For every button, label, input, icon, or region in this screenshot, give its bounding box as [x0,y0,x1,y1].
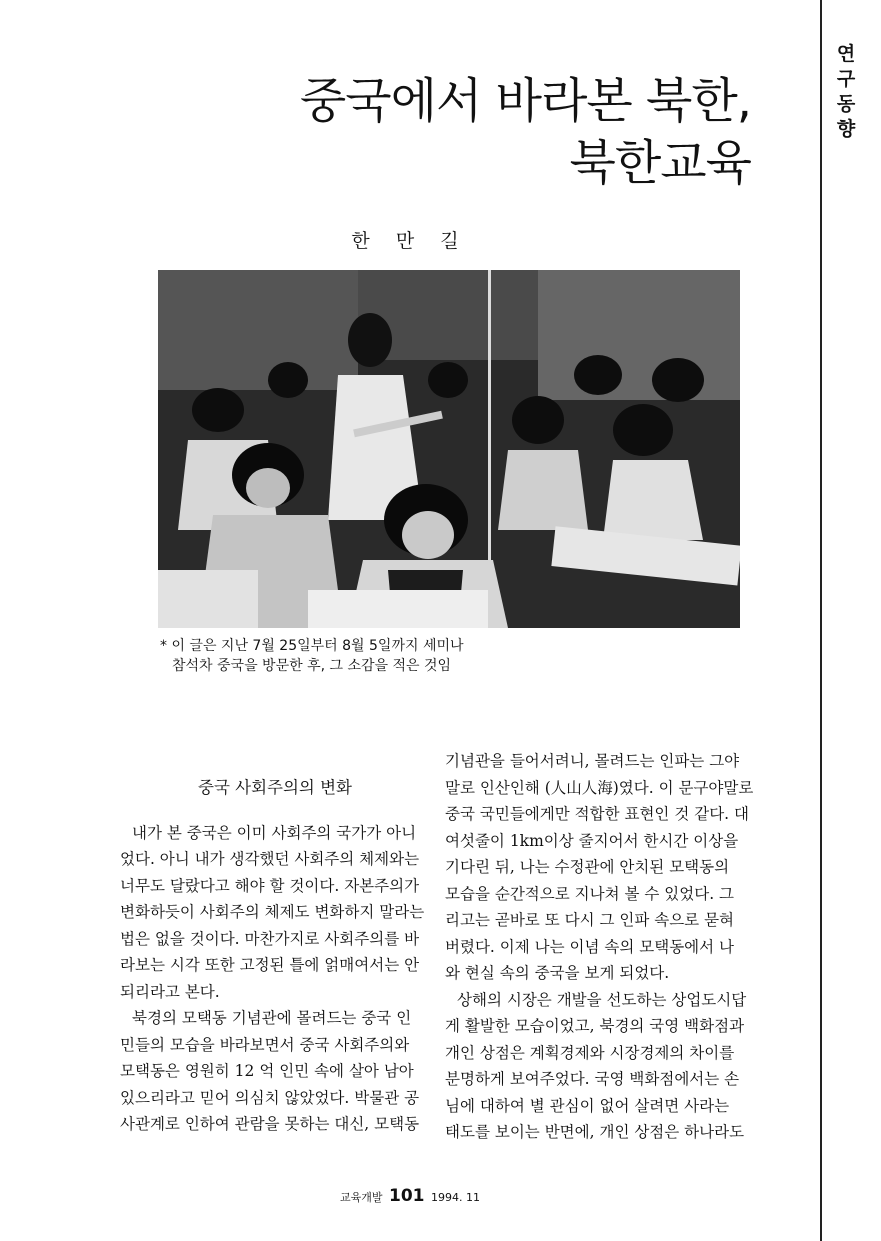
photo-caption [160,636,580,676]
section-tab-char: 연 [836,43,856,65]
section-heading: 중국 사회주의의 변화 [198,778,352,797]
article-title [300,70,751,194]
body-line: 민들의 모습을 바라보면서 중국 사회주의와 [120,1035,410,1054]
page-footer [0,1186,820,1206]
left-column [120,775,430,1138]
body-line: 와 현실 속의 중국을 보게 되었다. [445,964,670,982]
publication-name: 교육개발 [340,1191,383,1204]
caption-line: * 이 글은 지난 7월 25일부터 8월 5일까지 세미나 [160,638,464,654]
body-line: 게 활발한 모습이었고, 북경의 국영 백화점과 [445,1017,745,1035]
body-line: 님에 대하여 별 관심이 없어 살려면 사라는 [445,1096,730,1115]
body-line: 기다린 뒤, 나는 수정관에 안치된 모택동의 [445,858,730,876]
body-line: 버렸다. 이제 나는 이념 속의 모택동에서 나 [445,937,735,956]
body-line: 북경의 모택동 기념관에 몰려드는 중국 인 [132,1009,412,1027]
caption-line: 참석차 중국을 방문한 후, 그 소감을 적은 것임 [172,658,452,674]
body-line: 모습을 순간적으로 지나쳐 볼 수 있었다. 그 [445,884,735,903]
author-name: 한 만 길 [351,230,469,252]
section-tab-char: 구 [836,68,856,90]
body-line: 모택동은 영원히 12 억 인민 속에 살아 남아 [120,1062,414,1080]
body-line: 개인 상점은 계획경제와 시장경제의 차이를 [445,1043,735,1062]
body-line: 중국 국민들에게만 적합한 표현인 것 같다. 대 [445,805,750,823]
body-line: 태도를 보이는 반면에, 개인 상점은 하나라도 [445,1123,745,1141]
body-line: 라보는 시각 또한 고정된 틀에 얽매여서는 안 [120,956,420,974]
body-line: 되리라고 본다. [120,982,220,1001]
section-tab-char: 향 [836,118,856,140]
body-line: 사관계로 인하여 관람을 못하는 대신, 모택동 [120,1115,420,1133]
body-line: 리고는 곧바로 또 다시 그 인파 속으로 묻혀 [445,911,735,929]
classroom-photo [158,270,740,628]
right-column [445,748,755,1146]
body-line: 있으리라고 믿어 의심치 않았었다. 박물관 공 [120,1088,420,1107]
body-line: 내가 본 중국은 이미 사회주의 국가가 아니 [132,823,417,842]
section-tab-label [831,42,861,142]
page-number: 101 [389,1186,425,1206]
body-line: 기념관을 들어서려니, 몰려드는 인파는 그야 [445,752,740,770]
classroom-photo-illustration [158,270,740,628]
side-rule [820,0,822,1241]
section-tab-char: 동 [836,93,856,115]
body-line: 여섯줄이 1km이상 줄지어서 한시간 이상을 [445,831,739,850]
body-line: 말로 인산인해 (人山人海)였다. 이 문구야말로 [445,778,754,797]
title-line-2: 북한교육 [569,135,751,191]
body-line: 변화하듯이 사회주의 체제도 변화하지 말라는 [120,903,425,921]
issue-date: 1994. 11 [431,1191,480,1204]
body-line: 었다. 아니 내가 생각했던 사회주의 체제와는 [120,850,420,868]
title-line-1: 중국에서 바라본 북한, [299,73,751,129]
body-line: 분명하게 보여주었다. 국영 백화점에서는 손 [445,1070,740,1088]
body-line: 법은 없을 것이다. 마찬가지로 사회주의를 바 [120,929,420,948]
body-line: 상해의 시장은 개발을 선도하는 상업도시답 [457,990,747,1009]
body-line: 너무도 달랐다고 해야 할 것이다. 자본주의가 [120,876,420,895]
